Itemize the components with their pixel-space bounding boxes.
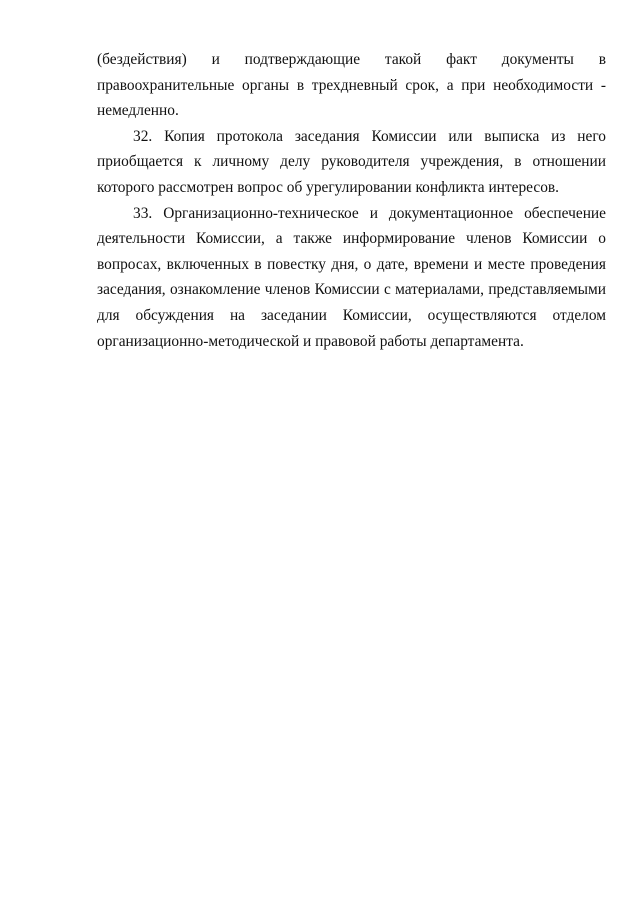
text-line: правоохранительные органы в трехдневный срок, а при необходимости - [97,76,606,94]
text-line: 32. Копия протокола заседания Комиссии или выписка из него [133,127,606,145]
paragraph-continuation [97,47,606,124]
text-line: деятельности Комиссии, а также информирование членов Комиссии о [97,230,606,248]
paragraph-item-32 [97,124,606,201]
document-body [97,47,606,354]
paragraph-item-33 [97,201,606,355]
text-line: немедленно. [97,102,179,120]
text-line: (бездействия) и подтверждающие такой факт документы в [97,51,606,68]
text-line: 33. Организационно-техническое и документационное обеспечение [133,204,606,222]
text-line: для обсуждения на заседании Комиссии, осуществляются отделом [97,306,606,324]
text-line: которого рассмотрен вопрос об урегулировании конфликта интересов. [97,178,560,196]
text-line: вопросах, включенных в повестку дня, о дате, времени и месте проведения [97,255,606,273]
text-line: заседания, ознакомление членов Комиссии с материалами, представляемыми [97,281,606,299]
text-line: организационно-методической и правовой работы департамента. [97,332,524,350]
text-line: приобщается к личному делу руководителя учреждения, в отношении [97,153,606,171]
